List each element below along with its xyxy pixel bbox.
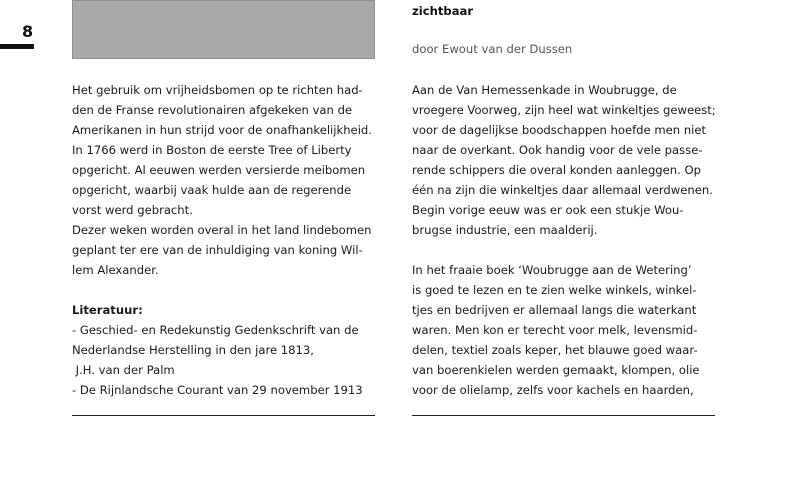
text-line: opgericht. Al eeuwen werden versierde meibomen (72, 163, 366, 177)
literature-line: J.H. van der Palm (72, 363, 175, 377)
left-column-rule (72, 415, 375, 416)
byline: door Ewout van der Dussen (412, 42, 573, 56)
text-line: In 1766 werd in Boston de eerste Tree of Liberty (72, 143, 352, 157)
literature-line: - De Rijnlandsche Courant van 29 november 1913 (72, 383, 363, 397)
text-line: tjes en bedrijven er allemaal langs die waterkant (412, 303, 697, 317)
text-line: brugse industrie, een maalderij. (412, 223, 598, 237)
text-line: den de Franse revolutionairen afgekeken van de (72, 103, 353, 117)
text-line: vorst werd gebracht. (72, 203, 193, 217)
text-line: één na zijn die winkeltjes daar allemaal verdwenen. (412, 183, 713, 197)
literature-line: - Geschied- en Redekunstig Gedenkschrift van de (72, 323, 359, 337)
text-line: waren. Men kon er terecht voor melk, levensmid- (412, 323, 698, 337)
article-heading: zichtbaar (412, 4, 474, 18)
text-line: voor de dagelijkse boodschappen hoefde men niet (412, 123, 707, 137)
right-column-rule (412, 415, 715, 416)
text-line: voor de olielamp, zelfs voor kachels en haarden, (412, 383, 694, 397)
right-column (412, 80, 732, 400)
text-line: opgericht, waarbij vaak hulde aan de regerende (72, 183, 352, 197)
text-line: delen, textiel zoals keper, het blauwe goed waar- (412, 343, 698, 357)
text-line: naar de overkant. Ook handig voor de vele passe- (412, 143, 703, 157)
text-line: Aan de Van Hemessenkade in Woubrugge, de (412, 83, 677, 97)
literature-line: Nederlandse Herstelling in den jare 1813, (72, 343, 314, 357)
literature-title: Literatuur: (72, 303, 143, 317)
photo-placeholder (72, 0, 375, 59)
text-line: is goed te lezen en te zien welke winkels, winkel- (412, 283, 697, 297)
text-line: vroegere Voorweg, zijn heel wat winkeltjes geweest; (412, 103, 716, 117)
page-number-rule (0, 44, 34, 49)
text-line: In het fraaie boek ‘Woubrugge aan de Wetering’ (412, 263, 692, 277)
text-line: lem Alexander. (72, 263, 159, 277)
left-column (72, 80, 382, 400)
text-line: van boerenkielen werden gemaakt, klompen, olie (412, 363, 700, 377)
text-line: Het gebruik om vrijheidsbomen op te richten had- (72, 83, 363, 97)
text-line: geplant ter ere van de inhuldiging van koning Wil- (72, 243, 363, 257)
page-number: 8 (22, 22, 34, 41)
text-line: Dezer weken worden overal in het land lindebomen (72, 223, 372, 237)
text-line: Amerikanen in hun strijd voor de onafhankelijkheid. (72, 123, 372, 137)
text-line: Begin vorige eeuw was er ook een stukje Wou- (412, 203, 684, 217)
text-line: rende schippers die overal konden aanleggen. Op (412, 163, 701, 177)
